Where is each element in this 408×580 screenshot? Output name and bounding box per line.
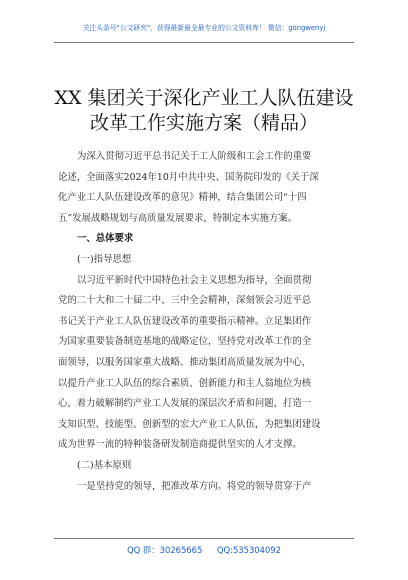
body-line: 成为世界一流的特种装备研发制造商提供坚实的人才支撑。 (58, 439, 302, 451)
header-banner: 关注头条号"公文研究"，获得最新最全最专业的公文资料库！ 微信：gongwenyj (82, 24, 326, 32)
header-divider (54, 42, 354, 43)
footer-qq: QQ:535304092 (216, 545, 281, 555)
body-line: 为深入贯彻习近平总书记关于工人阶级和工会工作的重要 (77, 151, 312, 162)
body-line: 面领导，以服务国家重大战略、推动集团高质量发展为中心， (58, 356, 312, 368)
body-line: 心，着力破解制约产业工人发展的深层次矛盾和问题，打造一 (58, 398, 312, 410)
body-line: 以习近平新时代中国特色社会主义思想为指导，全面贯彻 (77, 274, 312, 286)
body-line: 书记关于产业工人队伍建设改革的重要指示精神。立足集团作 (58, 315, 312, 327)
footer (0, 544, 408, 556)
body-line: 化产业工人队伍建设改革的意见》精神，结合集团公司“十四 (58, 192, 307, 204)
body-line: 支知识型、技能型、创新型的宏大产业工人队伍，为把集团建设 (58, 418, 321, 430)
document-title (0, 86, 408, 136)
document-body (58, 147, 352, 497)
footer-qq-group: QQ 群：30265665 (127, 545, 203, 555)
title-line-2: 改革工作实施方案（精品） (89, 112, 318, 134)
body-line: 一是坚持党的领导，把准改革方向。将党的领导贯穿于产 (77, 480, 312, 492)
body-line: 五”发展战略规划与高质量发展要求，特制定本实施方案。 (58, 212, 298, 224)
footer-divider (54, 538, 354, 539)
subsection-heading: (一)指导思想 (77, 253, 132, 265)
body-line: 为国家重要装备制造基地的战略定位，坚持党对改革工作的全 (58, 336, 312, 348)
title-line-1: XX 集团关于深化产业工人队伍建设 (54, 87, 354, 109)
body-line: 论述，全面落实2024年10月中共中央、国务院印发的《关于深 (58, 171, 319, 183)
subsection-heading: (二)基本原则 (77, 459, 132, 471)
section-heading: 一、总体要求 (77, 233, 134, 245)
body-line: 党的二十大和二十届二中、三中全会精神，深刻领会习近平总 (58, 295, 312, 307)
body-line: 以提升产业工人队伍的综合素质、创新能力和主人翁地位为核 (58, 377, 312, 389)
